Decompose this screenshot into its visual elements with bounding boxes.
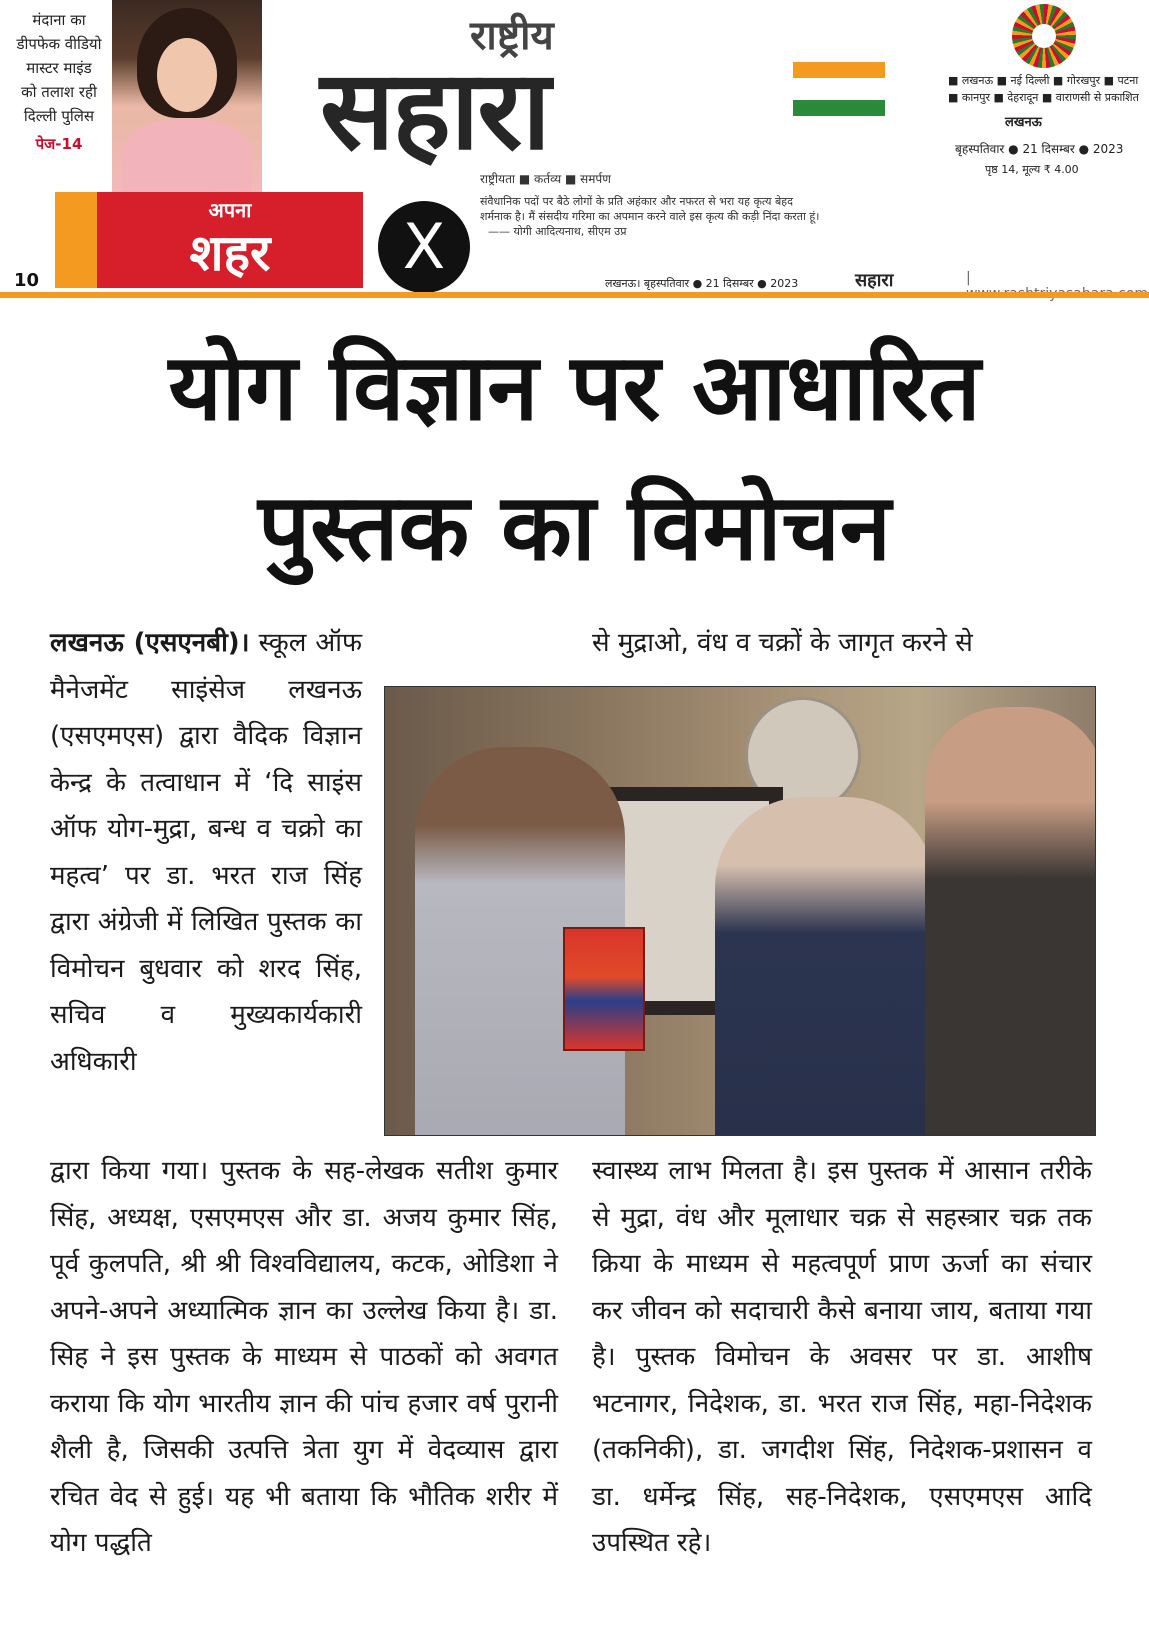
section-title: शहर [189, 224, 271, 282]
issue-date: बृहस्पतिवार ● 21 दिसम्बर ● 2023 [955, 142, 1124, 156]
article-photo [384, 686, 1096, 1136]
page-number: 10 [14, 270, 40, 291]
teaser-page: पेज-14 [35, 135, 83, 153]
teaser-line: मास्टर माइंड [26, 59, 92, 77]
quote-text: संवैधानिक पदों पर बैठे लोगों के प्रति अहंकार और नफरत से भरा यह कृत्य बेहद शर्मनाक है। मैं संसदीय गरिमा का अपमान करने वाले इस कृत्य की कड़ी निंदा करता हूं। [480, 195, 820, 223]
teaser-line: मंदाना का [32, 11, 86, 29]
book-cover [563, 927, 645, 1051]
teaser-box[interactable] [0, 8, 118, 156]
headline-line: पुस्तक का विमोचन [258, 474, 891, 581]
article-column-2-top [592, 620, 1092, 667]
article-text: से मुद्राओ, वंध व चक्रों के जागृत करने से [592, 628, 973, 658]
cities-line: ■ कानपुर ■ देहरादून ■ वाराणसी से प्रकाशित [948, 91, 1139, 104]
article-column-2-bottom [592, 1148, 1092, 1567]
teaser-photo [112, 0, 262, 192]
footer-date: लखनऊ। बृहस्पतिवार ● 21 दिसम्बर ● 2023 [605, 277, 799, 290]
teaser-line: दिल्ली पुलिस [23, 107, 95, 125]
article-headline [0, 318, 1149, 598]
teaser-line: डीपफेक वीडियो [16, 35, 102, 53]
article-text: स्वास्थ्य लाभ मिलता है। इस पुस्तक में आसान तरीके से मुद्रा, वंध और मूलाधार चक्र से सहस्त्रार चक्र तक क्रिया के माध्यम से महत्वपूर्ण प्राण ऊर्जा का संचार कर जीवन को सदाचारी कैसे बनाया जाय, बताया गया है। पुस्तक विमोचन के अवसर पर डा. आशीष भटनागर, निदेशक, डा. भरत राज सिंह, महा-निदेशक (तकनिकी), डा. जगदीश सिंह, निदेशक-प्रशासन व डा. धर्मेन्द्र सिंह, सह-निदेशक, एसएमएस आदि उपस्थित रहे। [592, 1156, 1092, 1558]
article-dateline: लखनऊ (एसएनबी)। [50, 628, 250, 658]
masthead [0, 0, 1149, 300]
divider [0, 292, 1149, 298]
article-column-1-top [50, 620, 362, 1085]
flag-icon [793, 62, 885, 118]
headline-line: योग विज्ञान पर आधारित [168, 334, 981, 441]
website-link[interactable]: | [966, 270, 971, 286]
masthead-quote [480, 194, 820, 239]
article-text: स्कूल ऑफ मैनेजमेंट साइंसेज लखनऊ (एसएमएस) द्वारा वैदिक विज्ञान केन्द्र के तत्वाधान में ‘दि साइंस ऑफ योग-मुद्रा, बन्ध व चक्रो का महत्व’ पर डा. भरत राज सिंह द्वारा अंग्रेजी में लिखित पुस्तक का विमोचन बुधवार को शरद सिंह, सचिव व मुख्यकार्यकारी अधिकारी [50, 628, 363, 1077]
cities-list [948, 72, 1148, 106]
section-top: अपना [208, 198, 252, 222]
issue-price: पृष्ठ 14, मूल्य ₹ 4.00 [985, 163, 1079, 176]
sahara-emblem-icon [1012, 4, 1076, 68]
brand-logo: सहारा [320, 46, 549, 174]
article-text: द्वारा किया गया। पुस्तक के सह-लेखक सतीश कुमार सिंह, अध्यक्ष, एसएमएस और डा. अजय कुमार सिंह, पूर्व कुलपति, श्री श्री विश्वविद्यालय, कटक, ओडिशा ने अपने-अपने अध्यात्मिक ज्ञान का उल्लेख किया है। डा. सिह ने इस पुस्तक के माध्यम से पाठकों को अवगत कराया कि योग भारतीय ज्ञान की पांच हजार वर्ष पुरानी शैली है, जिसकी उत्पत्ति त्रेता युग में वेदव्यास द्वारा रचित वेद से हुई। यह भी बताया कि भौतिक शरीर में योग पद्धति [50, 1156, 558, 1558]
edition-name: लखनऊ [1005, 115, 1042, 130]
article-column-1-bottom [50, 1148, 558, 1567]
teaser-line: को तलाश रही [21, 83, 97, 101]
brand-tagline: राष्ट्रीयता ■ कर्तव्य ■ समर्पण [480, 172, 611, 186]
mini-brand-logo: सहारा [855, 270, 894, 291]
quote-author: —— योगी आदित्यनाथ, सीएम उप्र [488, 225, 627, 238]
brand-small: राष्ट्रीय [470, 13, 554, 59]
x-logo-icon[interactable]: X [378, 201, 470, 293]
cities-line: ■ लखनऊ ■ नई दिल्ली ■ गोरखपुर ■ पटना [948, 74, 1139, 87]
section-banner [55, 192, 363, 288]
